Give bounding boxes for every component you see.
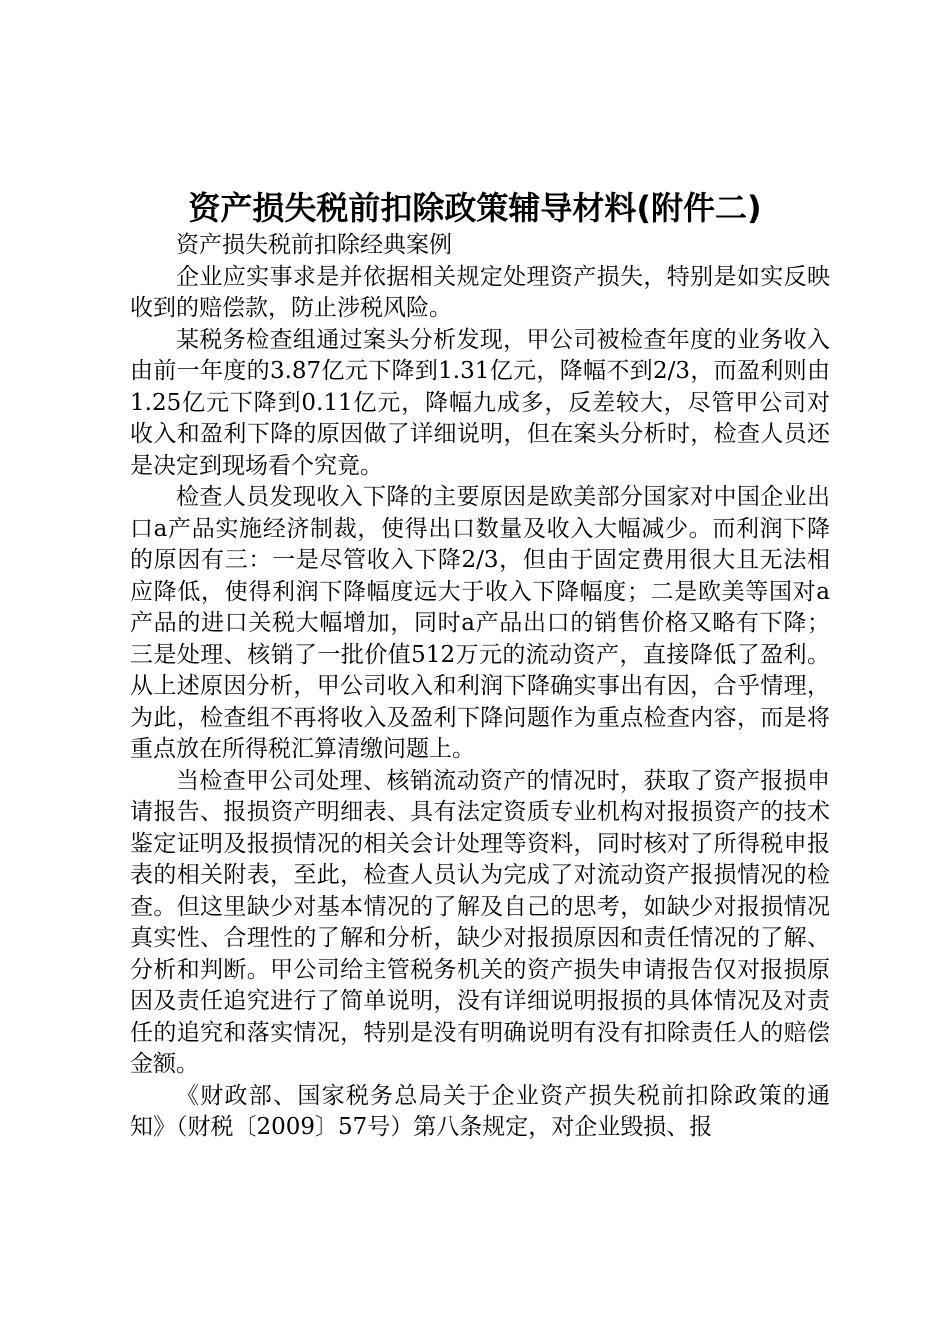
paragraph-case-overview: 某税务检查组通过案头分析发现，甲公司被检查年度的业务收入由前一年度的3.87亿元下降到1.31亿元，降幅不到2/3，而盈利则由1.25亿元下降到0.11亿元，降幅九成多，反差较大，尽管甲公司对收入和盈利下降的原因做了详细说明，但在案头分析时，检查人员还是决定到现场看个究竟。 (130, 326, 830, 479)
paragraph-decline-reasons: 检查人员发现收入下降的主要原因是欧美部分国家对中国企业出口a产品实施经济制裁，使得出口数量及收入大幅减少。而利润下降的原因有三：一是尽管收入下降2/3，但由于固定费用很大且无法相应降低，使得利润下降幅度远大于收入下降幅度；二是欧美等国对a产品的进口关税大幅增加，同时a产品出口的销售价格又略有下降；三是处理、核销了一批价值512万元的流动资产，直接降低了盈利。从上述原因分析，甲公司收入和利润下降确实事出有因，合乎情理，为此，检查组不再将收入及盈利下降问题作为重点检查内容，而是将重点放在所得税汇算清缴问题上。 (130, 484, 830, 762)
paragraph-regulation: 《财政部、国家税务总局关于企业资产损失税前扣除政策的通知》（财税〔2009〕57号）第八条规定，对企业毁损、报 (130, 1082, 830, 1140)
paragraph-inspection: 当检查甲公司处理、核销流动资产的情况时，获取了资产报损申请报告、报损资产明细表、具有法定资质专业机构对报损资产的技术鉴定证明及报损情况的相关会计处理等资料，同时核对了所得税申报表的相关附表，至此，检查人员认为完成了对流动资产报损情况的检查。但这里缺少对基本情况的了解及自己的思考，如缺少对报损情况真实性、合理性的了解和分析，缺少对报损原因和责任情况的了解、分析和判断。甲公司给主管税务机关的资产损失申请报告仅对报损原因及责任追究进行了简单说明，没有详细说明报损的具体情况及对责任的追究和落实情况，特别是没有明确说明有没有扣除责任人的赔偿金额。 (130, 767, 830, 1077)
document-title: 资产损失税前扣除政策辅导材料(附件二) (188, 189, 762, 227)
document-body (130, 230, 830, 1144)
section-heading: 资产损失税前扣除经典案例 (176, 232, 452, 258)
paragraph-intro: 企业应实事求是并依据相关规定处理资产损失，特别是如实反映收到的赔偿款，防止涉税风险。 (130, 263, 830, 321)
